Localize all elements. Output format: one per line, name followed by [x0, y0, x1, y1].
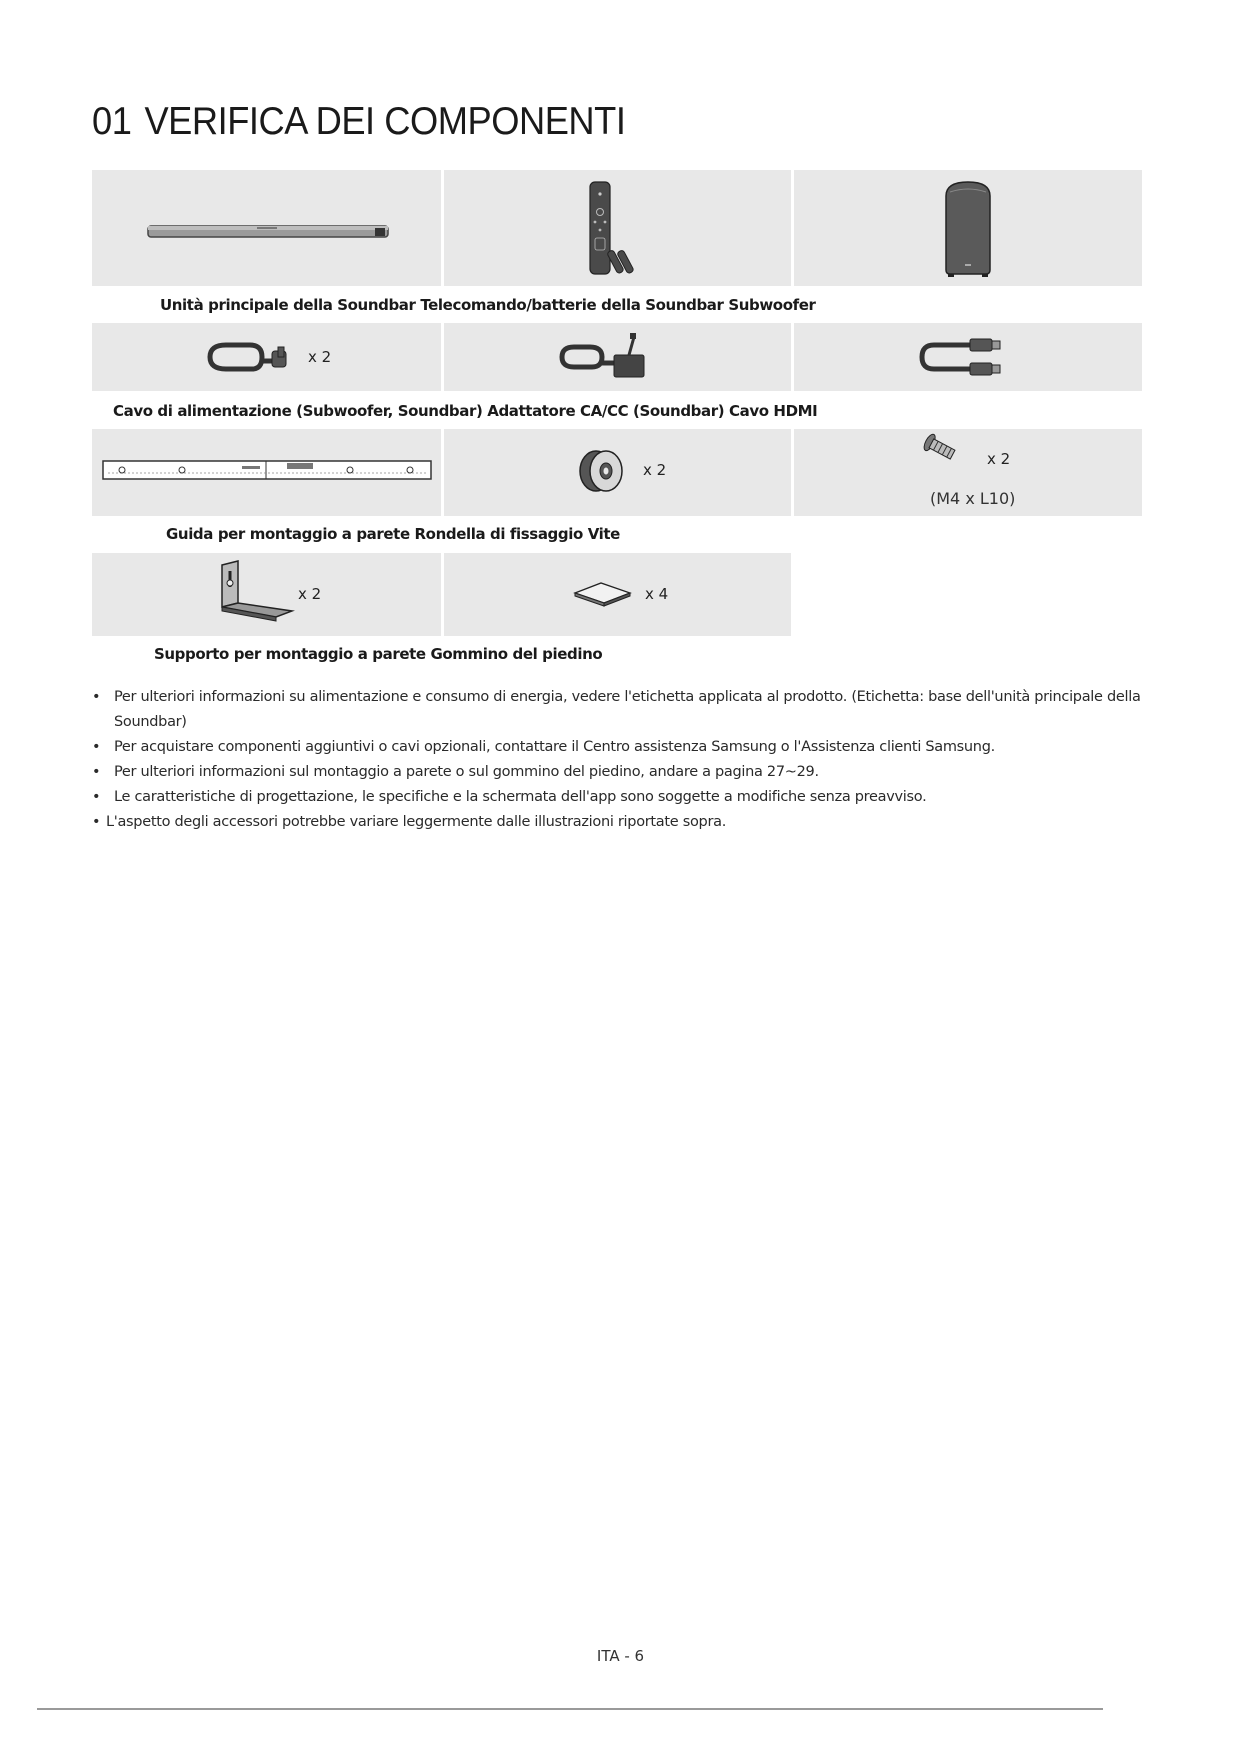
bullet-icon: • [92, 789, 101, 805]
wall-bracket-quantity: x 2 [298, 585, 322, 603]
washer-quantity: x 2 [643, 461, 667, 479]
subwoofer-icon [794, 170, 1142, 286]
component-washer [444, 429, 791, 516]
caption-row-1: Unità principale della Soundbar Telecomando/batterie della Soundbar Subwoofer [160, 296, 816, 314]
component-screw [794, 429, 1142, 516]
note-item: • Le caratteristiche di progettazione, le specifiche e la schermata dell'app sono soggette a modifiche senza preavviso. [92, 785, 1152, 810]
power-cord-quantity: x 2 [308, 348, 332, 366]
component-soundbar [92, 170, 441, 286]
component-subwoofer [794, 170, 1142, 286]
screw-spec: (M4 x L10) [930, 489, 1016, 508]
foot-pad-quantity: x 4 [645, 585, 669, 603]
batteries-icon [607, 250, 634, 274]
caption-row-2: Cavo di alimentazione (Subwoofer, Soundbar) Adattatore CA/CC (Soundbar) Cavo HDMI [113, 402, 818, 420]
section-number: 01 [92, 100, 132, 143]
screw-quantity: x 2 [987, 450, 1011, 468]
component-power-cord [92, 323, 441, 391]
page-number: ITA - 6 [596, 1647, 645, 1665]
note-item: • L'aspetto degli accessori potrebbe variare leggermente dalle illustrazioni riportate sopra. [92, 810, 1152, 835]
power-cord-icon [92, 323, 441, 391]
note-item: • Per ulteriori informazioni sul montaggio a parete o sul gommino del piedino, andare a pagina 27~29. [92, 760, 1152, 785]
hdmi-cable-icon [794, 323, 1142, 391]
soundbar-icon [92, 170, 441, 286]
note-item: • Per acquistare componenti aggiuntivi o cavi opzionali, contattare il Centro assistenza Samsung o l'Assistenza clienti Samsung. [92, 735, 1152, 760]
component-ac-dc-adapter [444, 323, 791, 391]
bullet-icon: • [92, 764, 101, 780]
remote-control-icon [590, 182, 610, 274]
page-title [92, 100, 625, 144]
component-wall-mount-guide [92, 429, 441, 516]
caption-row-3: Guida per montaggio a parete Rondella di fissaggio Vite [166, 525, 620, 543]
foot-pad-icon [444, 553, 791, 636]
bullet-icon: • [92, 689, 101, 705]
wall-bracket-icon [92, 553, 441, 636]
component-wall-bracket [92, 553, 441, 636]
component-remote [444, 170, 791, 286]
bullet-icon: • [92, 814, 101, 830]
footer-divider [37, 1708, 1103, 1710]
notes-list [92, 685, 1152, 835]
bullet-icon: • [92, 739, 101, 755]
wall-mount-guide-icon [92, 429, 441, 516]
caption-row-4: Supporto per montaggio a parete Gommino del piedino [154, 645, 603, 663]
component-foot-pad [444, 553, 791, 636]
component-hdmi-cable [794, 323, 1142, 391]
section-title: VERIFICA DEI COMPONENTI [144, 100, 626, 143]
ac-adapter-icon [444, 323, 791, 391]
washer-icon [444, 429, 791, 516]
note-item: • Per ulteriori informazioni su alimentazione e consumo di energia, vedere l'etichetta applicata al prodotto. (Etichetta: base dell'unità principale della Soundbar) [92, 685, 1152, 735]
